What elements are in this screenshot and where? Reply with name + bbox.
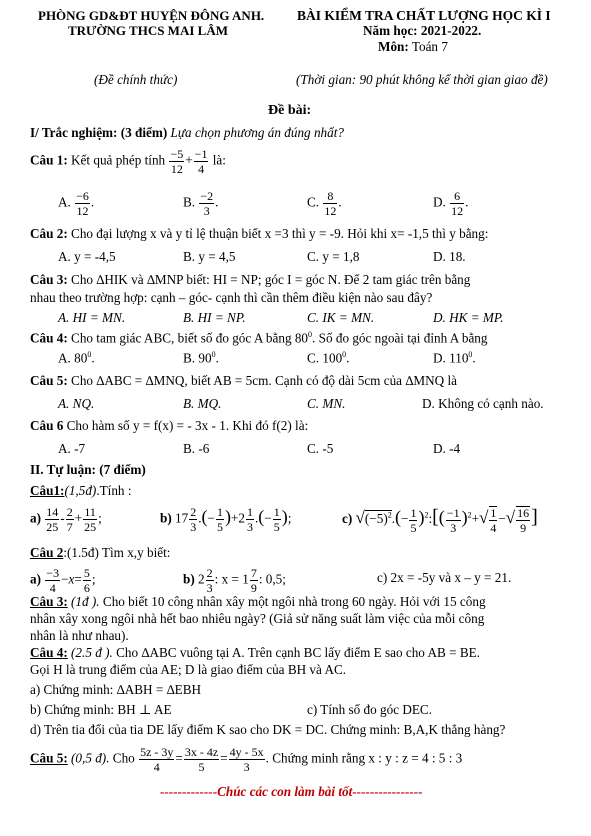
page-title: Đề bài: bbox=[268, 103, 312, 118]
c2-b-label: b) bbox=[183, 571, 195, 587]
q1-opt-d-den: 12 bbox=[451, 204, 464, 218]
c1-expr-a: a) $\frac{14}{25}$ - $\frac{2}{7}$ + $\frac{11}{25}$ ; bbox=[30, 505, 102, 534]
q1-line: Câu 1: Kết quả phép tính $\frac{-5}{12}$ + $\frac{-1}{4}$ là: bbox=[30, 147, 226, 176]
c4-line1 bbox=[30, 645, 570, 661]
q1-opt-b-letter: B. bbox=[183, 194, 196, 210]
q5-option-b: B. MQ. bbox=[183, 396, 222, 411]
part2-heading: II. Tự luận: (7 điểm) bbox=[30, 462, 146, 477]
subject-value: Toán 7 bbox=[411, 39, 448, 54]
official-note: (Đề chính thức) bbox=[94, 72, 178, 87]
c3-text-1: Cho biết 10 công nhân xây một ngôi nhà trong 60 ngày. Hỏi với 15 công bbox=[102, 594, 486, 609]
q3-text-1: Cho ∆HIK và ∆MNP biết: HI = NP; góc I = góc N. Để 2 tam giác trên bằng bbox=[71, 272, 471, 287]
q4-text-b: . Số đo góc ngoài tại đỉnh A bằng bbox=[312, 330, 488, 346]
c5-tail: . Chứng minh rằng x : y : z = 4 : 5 : 3 bbox=[265, 750, 463, 766]
q1-opt-d-letter: D. bbox=[433, 194, 446, 210]
q1-f2-num: −1 bbox=[194, 147, 208, 161]
q2-line bbox=[30, 226, 570, 242]
c1-expr-b: b) 17 $\frac{2}{3}$ .(− $\frac{1}{5}$ )+2 $\frac{1}{3}$ .(− $\frac{1}{5}$ ); bbox=[160, 505, 292, 534]
school-year: Năm học: 2021-2022. bbox=[363, 23, 482, 38]
q1-fraction-2 bbox=[194, 148, 209, 175]
q3-option-d: D. HK = MP. bbox=[433, 310, 504, 325]
q2-option-a: A. y = -4,5 bbox=[58, 249, 116, 264]
q4-option-a: A. $80^0$. bbox=[58, 350, 95, 366]
c4-text-1: Cho ∆ABC vuông tại A. Trên cạnh BC lấy điểm E sao cho AB = BE. bbox=[116, 645, 480, 660]
c4-label: Câu 4: bbox=[30, 645, 68, 660]
q5-option-d: D. Không có cạnh nào. bbox=[422, 396, 544, 411]
exam-title: BÀI KIỂM TRA CHẤT LƯỢNG HỌC KÌ I bbox=[297, 8, 551, 23]
subject-line bbox=[378, 39, 448, 55]
q1-f2-den: 4 bbox=[198, 162, 205, 176]
q1-opt-a-den: 12 bbox=[76, 204, 89, 218]
c4-part-a: a) Chứng minh: ∆ABH = ∆EBH bbox=[30, 682, 202, 697]
c4-part-d: d) Trên tia đối của tia DE lấy điểm K sao cho DK = DC. Chứng minh: B,A,K thẳng hàng? bbox=[30, 722, 506, 737]
q2-option-b: B. y = 4,5 bbox=[183, 249, 236, 264]
q1-f1-num: −5 bbox=[170, 147, 184, 161]
q2-text: Cho đại lượng x và y tỉ lệ thuận biết x =3 thì y = -9. Hỏi khi x= -1,5 thì y bằng: bbox=[71, 226, 489, 241]
q1-suffix: là: bbox=[212, 152, 226, 168]
c1-c-label: c) bbox=[342, 511, 353, 527]
q3-line1 bbox=[30, 272, 570, 288]
c4-text-2: Gọi H là trung điểm của AE; D là giao điểm của BH và AC. bbox=[30, 662, 347, 677]
c1-points: (1,5đ) bbox=[64, 483, 97, 498]
subject-label: Môn: bbox=[378, 39, 409, 54]
c1-text: .Tính : bbox=[96, 483, 132, 498]
c5-points: (0,5 đ). bbox=[71, 750, 110, 766]
q5-label: Câu 5: bbox=[30, 373, 68, 388]
q2-option-c: C. y = 1,8 bbox=[307, 249, 360, 264]
c3-text-3: nhân là như nhau). bbox=[30, 628, 129, 643]
q1-option-c: C. $\frac{8}{12}$ . bbox=[307, 189, 342, 218]
c3-line1 bbox=[30, 594, 570, 610]
q1-label: Câu 1: bbox=[30, 152, 68, 168]
q1-text: Kết quả phép tính bbox=[71, 152, 166, 168]
q1-option-a: A. $\frac{-6}{12}$ . bbox=[58, 189, 95, 218]
q6-option-d: D. -4 bbox=[433, 441, 461, 456]
footer-wish: -------------Chúc các con làm bài tốt---------------- bbox=[160, 784, 423, 799]
c1-line bbox=[30, 483, 570, 499]
c2-a-label: a) bbox=[30, 571, 41, 587]
c4-points: (2.5 đ ). bbox=[71, 645, 113, 660]
q5-option-c: C. MN. bbox=[307, 396, 346, 411]
part1-heading: I/ Trắc nghiệm: (3 điểm) bbox=[30, 125, 168, 140]
q1-opt-b-den: 3 bbox=[203, 204, 210, 218]
q2-option-d: D. 18. bbox=[433, 249, 466, 264]
c1-b-label: b) bbox=[160, 510, 172, 526]
c1-a-label: a) bbox=[30, 510, 41, 526]
c2-label: Câu 2 bbox=[30, 545, 64, 560]
q6-label: Câu 6 bbox=[30, 418, 64, 433]
c1-label: Câu1: bbox=[30, 483, 65, 498]
q6-line bbox=[30, 418, 570, 434]
q6-option-b: B. -6 bbox=[183, 441, 210, 456]
q4-option-d: D. $110^0$. bbox=[433, 350, 476, 366]
q1-opt-a-letter: A. bbox=[58, 194, 71, 210]
c3-label: Câu 3: bbox=[30, 594, 68, 609]
c2-expr-a: a) $\frac{-3}{4}$ −x= $\frac{5}{6}$ ; bbox=[30, 566, 96, 595]
part1-heading-line bbox=[30, 125, 570, 141]
q4-option-b: B. $90^0$. bbox=[183, 350, 219, 366]
q1-option-b: B. $\frac{-2}{3}$ . bbox=[183, 189, 219, 218]
c4-part-c: c) Tính số đo góc DEC. bbox=[307, 702, 433, 717]
c5-line: Câu 5: (0,5 đ). Cho $\frac{5z - 3y}{4}$ = $\frac{3x - 4z}{5}$ = $\frac{4y - 5x}{3}$ . Chứng minh rằng x : y : z = 4 : 5 : 3 bbox=[30, 745, 463, 774]
c5-text: Cho bbox=[112, 750, 135, 766]
c2-line bbox=[30, 545, 570, 561]
q1-opt-c-den: 12 bbox=[324, 204, 337, 218]
q4-label: Câu 4: bbox=[30, 330, 68, 346]
time-note: (Thời gian: 90 phút không kể thời gian giao đề) bbox=[296, 72, 548, 87]
c2-expr-c: c) 2x = -5y và x – y = 21. bbox=[377, 570, 512, 585]
q1-opt-a-num: −6 bbox=[76, 189, 89, 203]
q4-line: Câu 4: Cho tam giác ABC, biết số đo góc A bằng $80^0$. Số đo góc ngoài tại đỉnh A bằng bbox=[30, 330, 488, 346]
part1-instruction: Lựa chọn phương án đúng nhất? bbox=[170, 125, 344, 140]
c4-part-b: b) Chứng minh: BH ⊥ AE bbox=[30, 702, 172, 717]
school-name: TRƯỜNG THCS MAI LÂM bbox=[68, 23, 228, 38]
c3-points: (1đ ). bbox=[71, 594, 100, 609]
c2-expr-b: b) 2 $\frac{2}{3}$ : x = 1 $\frac{7}{9}$ : 0,5; bbox=[183, 566, 286, 595]
q3-text-2: nhau theo trường hợp: cạnh – góc- cạnh thì cần thêm điều kiện nào sau đây? bbox=[30, 290, 433, 305]
q3-option-b: B. HI = NP. bbox=[183, 310, 246, 325]
q5-option-a: A. NQ. bbox=[58, 396, 95, 411]
q1-fraction-1 bbox=[169, 148, 184, 175]
q2-label: Câu 2: bbox=[30, 226, 68, 241]
q6-text: Cho hàm số y = f(x) = - 3x - 1. Khi đó f(2) là: bbox=[66, 418, 309, 433]
q4-option-c: C. $100^0$. bbox=[307, 350, 350, 366]
q5-line bbox=[30, 373, 570, 389]
q1-option-d: D. $\frac{6}{12}$ . bbox=[433, 189, 469, 218]
q6-option-c: C. -5 bbox=[307, 441, 334, 456]
q1-opt-c-num: 8 bbox=[323, 190, 337, 204]
q1-f1-den: 12 bbox=[170, 162, 183, 176]
school-office: PHÒNG GD&ĐT HUYỆN ĐÔNG ANH. bbox=[38, 8, 265, 23]
c2-text: :(1.5đ) Tìm x,y biết: bbox=[63, 545, 171, 560]
c5-label: Câu 5: bbox=[30, 750, 68, 766]
q1-opt-b-num: −2 bbox=[200, 189, 214, 203]
q1-opt-d-num: 6 bbox=[450, 190, 464, 204]
q1-opt-c-letter: C. bbox=[307, 194, 320, 210]
q6-option-a: A. -7 bbox=[58, 441, 86, 456]
q5-text: Cho ∆ABC = ∆MNQ, biết AB = 5cm. Cạnh có độ dài 5cm của ∆MNQ là bbox=[71, 373, 457, 388]
q3-option-a: A. HI = MN. bbox=[58, 310, 126, 325]
q3-label: Câu 3: bbox=[30, 272, 68, 287]
c1-expr-c: c) $√(-5)^2.(-$ $\frac{1}{5}$ )$^2$:[( $\frac{-1}{3}$ )$^2$+√ $\frac{1}{4}$ −√ $\frac{16}{9}$ ] bbox=[342, 505, 538, 535]
q3-option-c: C. IK = MN. bbox=[307, 310, 375, 325]
c3-text-2: nhân xây xong ngôi nhà hết bao nhiêu ngày? (Giả sử năng suất làm việc của mỗi công bbox=[30, 611, 485, 626]
q4-text-a: Cho tam giác ABC, biết số đo góc A bằng 80 bbox=[71, 330, 309, 346]
